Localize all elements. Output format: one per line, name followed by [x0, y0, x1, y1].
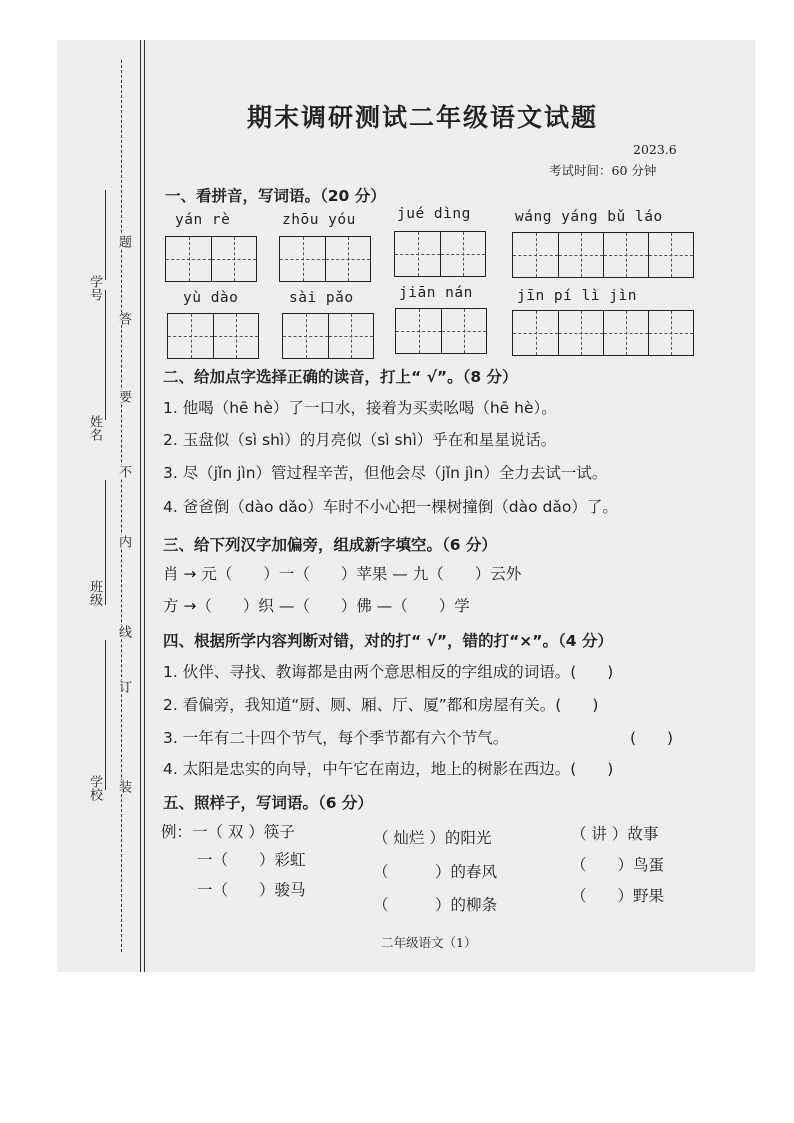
binding-char: 答 — [116, 312, 131, 325]
pinyin-1: yán rè — [175, 212, 231, 228]
section3-line-2: 方 →（ ）织 —（ ）佛 —（ ）学 — [163, 597, 470, 615]
binding-char: 要 — [116, 390, 131, 403]
writing-grid[interactable] — [165, 236, 257, 282]
pinyin-5: yù dào — [183, 290, 239, 306]
writing-grid[interactable] — [512, 310, 694, 356]
class-blank — [105, 480, 106, 605]
exam-title: 期末调研测试二年级语文试题 — [247, 103, 599, 132]
binding-char: 不 — [116, 465, 131, 478]
section2-item-3: 3. 尽（jǐn jìn）管过程辛苦，但他会尽（jǐn jìn）全力去试一试。 — [163, 464, 608, 482]
word-blank-3: （ ）的春风 — [373, 863, 498, 881]
binding-char: 题 — [116, 235, 131, 248]
writing-grid[interactable] — [512, 232, 694, 278]
writing-grid[interactable] — [394, 231, 486, 277]
writing-grid[interactable] — [167, 313, 259, 359]
example-word-3: （ 讲 ）故事 — [571, 825, 659, 843]
section4-item-1: 1. 伙伴、寻找、教诲都是由两个意思相反的字组成的词语。( ) — [163, 663, 614, 681]
word-blank-2: 一（ ）骏马 — [197, 881, 306, 899]
section2-title: 二、给加点字选择正确的读音，打上“ √”。（8 分） — [163, 368, 518, 386]
word-blank-1: 一（ ）彩虹 — [197, 851, 306, 869]
example-word-2: （ 灿烂 ）的阳光 — [373, 829, 492, 847]
pinyin-7: jiān nán — [399, 285, 473, 301]
binding-char: 装 — [116, 780, 131, 793]
binding-margin-line — [140, 40, 141, 972]
pinyin-3: jué dìng — [397, 206, 471, 222]
class-label: 班级 — [87, 580, 102, 606]
name-label: 姓名 — [87, 415, 102, 441]
section4-title: 四、根据所学内容判断对错，对的打“ √”，错的打“×”。（4 分） — [163, 632, 613, 650]
binding-char: 订 — [116, 680, 131, 693]
word-blank-5: （ ）鸟蛋 — [571, 856, 665, 874]
writing-grid[interactable] — [282, 313, 374, 359]
section2-item-1: 1. 他喝（hē hè）了一口水，接着为买卖吆喝（hē hè）。 — [163, 399, 557, 417]
word-blank-4: （ ）的柳条 — [373, 896, 498, 914]
section1-title: 一、看拼音，写词语。（20 分） — [165, 187, 386, 205]
binding-char: 内 — [116, 535, 131, 548]
binding-dashed-line — [121, 60, 122, 952]
page-footer: 二年级语文（1） — [381, 935, 477, 950]
pinyin-8: jīn pí lì jìn — [517, 288, 637, 304]
section4-item-4: 4. 太阳是忠实的向导，中午它在南边，地上的树影在西边。( ) — [163, 760, 614, 778]
number-blank — [105, 190, 106, 280]
exam-time: 考试时间：60 分钟 — [549, 163, 657, 178]
writing-grid[interactable] — [395, 308, 487, 354]
section4-item-3-paren: ( ) — [630, 729, 674, 747]
section2-item-2: 2. 玉盘似（sì shì）的月亮似（sì shì）乎在和星星说话。 — [163, 431, 557, 449]
pinyin-4: wáng yáng bǔ láo — [515, 209, 663, 225]
school-label: 学校 — [87, 775, 102, 801]
number-label: 学号 — [87, 275, 102, 301]
section4-item-3: 3. 一年有二十四个节气，每个季节都有六个节气。 — [163, 729, 509, 747]
exam-date: 2023.6 — [633, 142, 677, 157]
writing-grid[interactable] — [279, 236, 371, 282]
exam-paper — [57, 40, 755, 972]
school-blank — [105, 640, 106, 790]
section4-item-2: 2. 看偏旁，我知道“厨、厕、厢、厅、厦”都和房屋有关。( ) — [163, 696, 599, 714]
example-word-1: 例：一（ 双 ）筷子 — [161, 823, 295, 841]
section3-line-1: 肖 → 元（ ）一（ ）苹果 — 九（ ）云外 — [163, 565, 522, 583]
section2-item-4: 4. 爸爸倒（dào dǎo）车时不小心把一棵树撞倒（dào dǎo）了。 — [163, 498, 618, 516]
section5-title: 五、照样子，写词语。（6 分） — [163, 794, 373, 812]
binding-margin-line-inner — [144, 40, 145, 972]
pinyin-6: sài pǎo — [289, 290, 354, 306]
pinyin-2: zhōu yóu — [282, 212, 356, 228]
binding-char: 线 — [116, 625, 131, 638]
word-blank-6: （ ）野果 — [571, 887, 665, 905]
section3-title: 三、给下列汉字加偏旁，组成新字填空。（6 分） — [163, 536, 497, 554]
name-blank — [105, 290, 106, 420]
